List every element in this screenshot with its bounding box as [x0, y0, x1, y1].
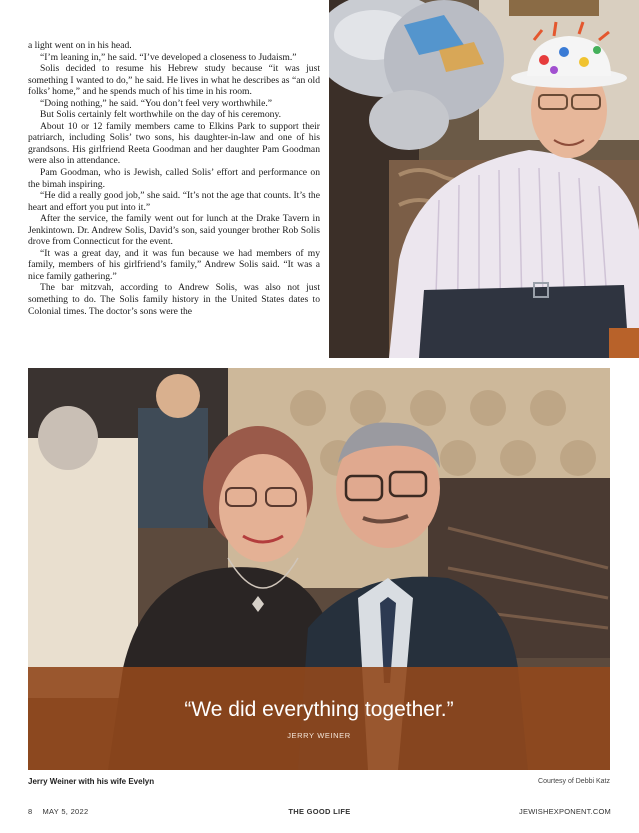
- article-paragraph: a light went on in his head.: [28, 40, 132, 51]
- article-paragraph: Solis decided to resume his Hebrew study because “it was just something I wanted to do,” he said. He lives in what he describes as “an old folks’ home,” and he spends much of his time in his room.: [28, 63, 320, 98]
- quote-attribution: JERRY WEINER: [287, 731, 351, 740]
- article-paragraph: Pam Goodman, who is Jewish, called Solis’ effort and performance on the bimah inspiring.: [28, 167, 320, 190]
- article-body: [28, 40, 320, 317]
- couple-photo: [28, 368, 610, 770]
- article-paragraph: “He did a really good job,” she said. “It’s not the age that counts. It’s the heart and effort you put into it.”: [28, 190, 320, 213]
- article-paragraph: “Doing nothing,” he said. “You don’t feel very worthwhile.”: [40, 97, 272, 109]
- article-paragraph: The bar mitzvah, according to Andrew Solis, was also not just something to do. The Solis family history in the United States dates to Colonial times. The doctor’s sons were the: [28, 282, 320, 317]
- article-paragraph: “It was a great day, and it was fun because we had members of my family, members of his girlfriend’s family,” Andrew Solis said. “It was a nice family gathering.”: [28, 247, 320, 282]
- birthday-photo-illustration: [329, 0, 639, 358]
- birthday-photo: [329, 0, 639, 358]
- page-number: 8: [28, 807, 33, 816]
- article-paragraph: About 10 or 12 family members came to Elkins Park to support their patriarch, including Solis’ two sons, his daughter-in-law and one of his grandsons. His girlfriend Reeta Goodman and her daughter Pam Goodman were also in attendance.: [28, 120, 320, 167]
- pull-quote: “We did everything together.”: [184, 698, 454, 721]
- article-paragraph: “I’m leaning in,” he said. “I’ve developed a closeness to Judaism.”: [40, 51, 297, 63]
- article-paragraph: But Solis certainly felt worthwhile on the day of his ceremony.: [40, 109, 282, 121]
- issue-date: MAY 5, 2022: [42, 807, 89, 816]
- site-url: JEWISHEXPONENT.COM: [519, 807, 611, 816]
- photo-credit: Courtesy of Debbi Katz: [538, 778, 610, 785]
- section-title: THE GOOD LIFE: [288, 807, 351, 816]
- article-paragraph: After the service, the family went out for lunch at the Drake Tavern in Jenkintown. Dr. Andrew Solis, David’s son, said younger brother Rob Solis drove from Connecticut for the event.: [28, 213, 320, 248]
- photo-caption: Jerry Weiner with his wife Evelyn: [28, 777, 155, 786]
- page-footer: [28, 807, 611, 819]
